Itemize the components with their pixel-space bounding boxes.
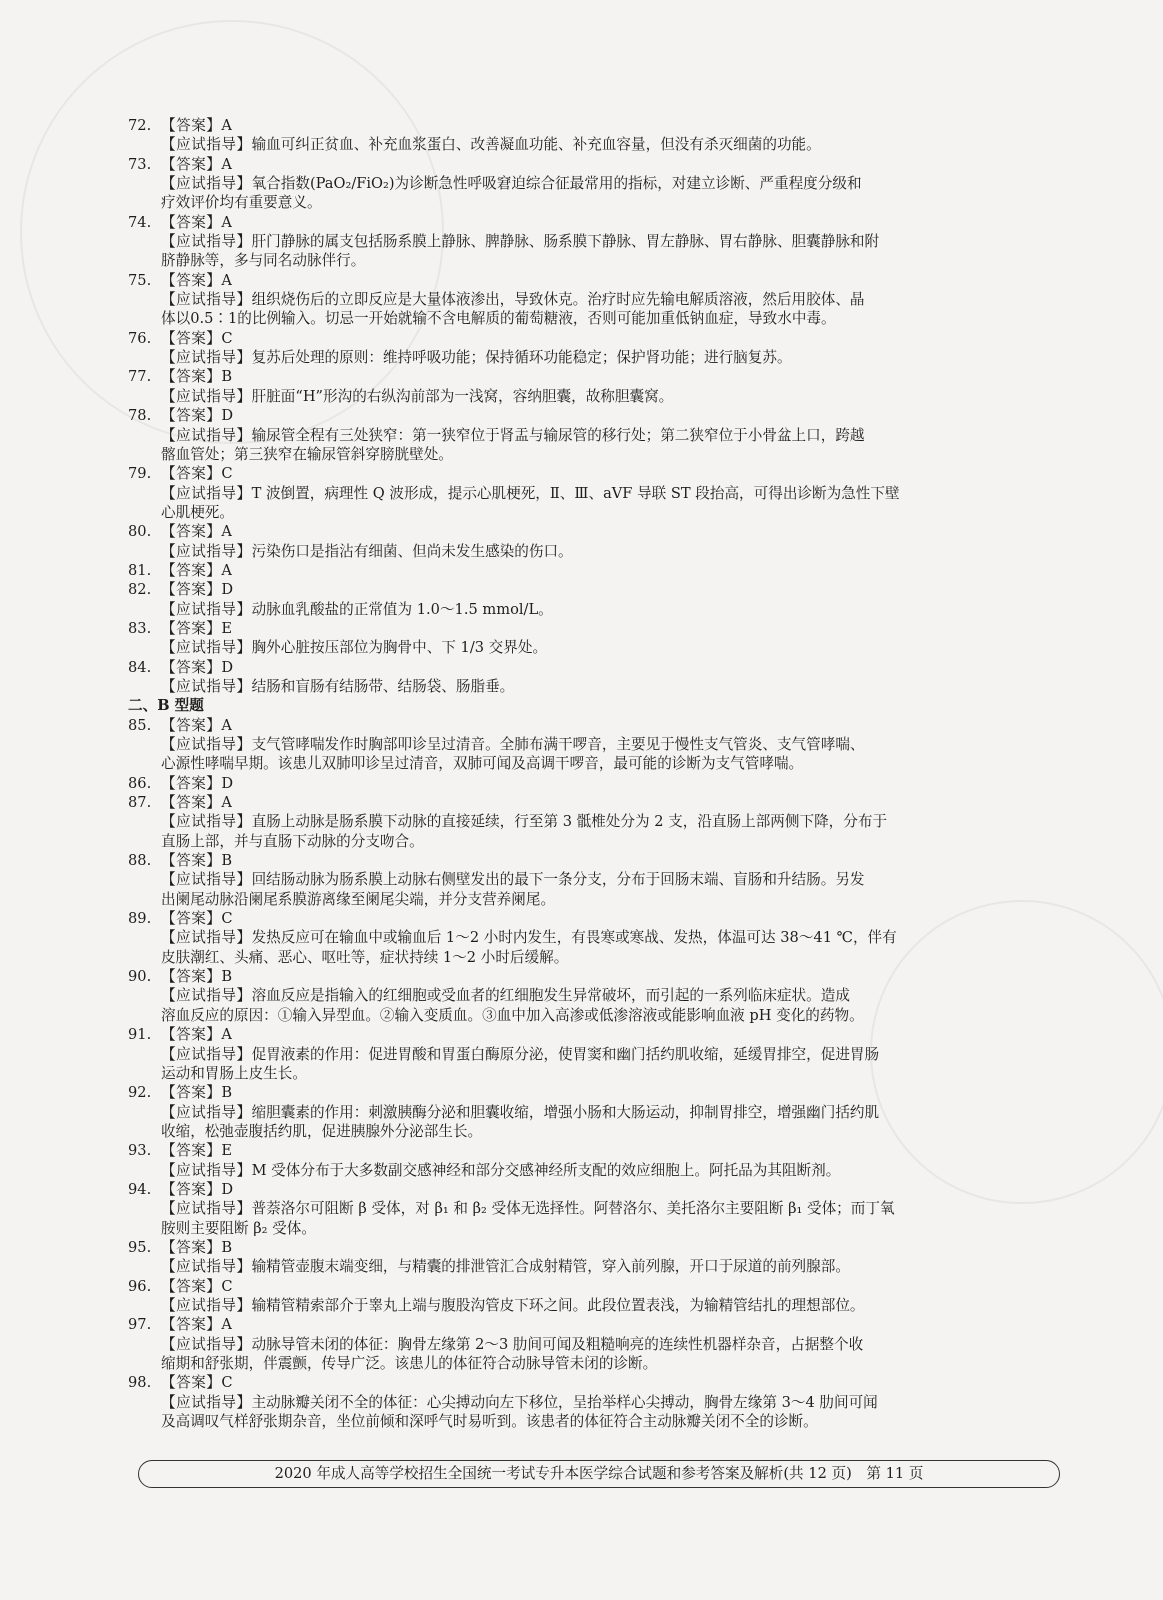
guide-line <box>161 600 1063 619</box>
guide-label: 【应试指导】 <box>161 987 252 1005</box>
answer-value: C <box>221 1374 233 1392</box>
question-number: 75. <box>128 271 152 289</box>
guide-text <box>128 232 1063 271</box>
guide-text <box>128 735 1063 774</box>
guide-label: 【应试指导】 <box>161 1045 252 1063</box>
answer-value: A <box>221 716 232 734</box>
answer-item <box>128 367 1063 406</box>
answer-value: E <box>221 619 233 637</box>
answer-value: A <box>221 155 232 173</box>
answer-item <box>128 774 1063 793</box>
answer-value: B <box>221 368 233 386</box>
answer-row <box>128 619 1063 638</box>
answer-value: A <box>221 794 232 812</box>
guide-line <box>161 832 1063 851</box>
guide-line-text: 心肌梗死。 <box>161 503 234 521</box>
guide-line <box>161 1219 1063 1238</box>
guide-line-text: 复苏后处理的原则：维持呼吸功能；保持循环功能稳定；保护肾功能；进行脑复苏。 <box>251 349 792 367</box>
answer-label: 【答案】 <box>161 716 222 734</box>
guide-line-text: 髂血管处；第三狭窄在输尿管斜穿膀胱壁处。 <box>161 445 453 463</box>
guide-line <box>161 387 1063 406</box>
guide-line-text: 发热反应可在输血中或输血后 1～2 小时内发生，有畏寒或寒战、发热，体温可达 38～41 ℃，伴有 <box>251 929 897 947</box>
answer-item <box>128 1373 1063 1431</box>
guide-label: 【应试指导】 <box>161 387 252 405</box>
guide-label: 【应试指导】 <box>161 1296 252 1314</box>
answer-row <box>128 851 1063 870</box>
question-number: 92. <box>128 1084 152 1102</box>
answer-content <box>128 116 1063 1431</box>
answer-label: 【答案】 <box>161 1142 222 1160</box>
question-number: 97. <box>128 1316 152 1334</box>
answer-label: 【答案】 <box>161 1374 222 1392</box>
answer-value: B <box>221 852 233 870</box>
guide-text <box>128 1393 1063 1432</box>
answer-row <box>128 464 1063 483</box>
guide-line <box>161 251 1063 270</box>
guide-line-text: 皮肤潮红、头痛、恶心、呕吐等，症状持续 1～2 小时后缓解。 <box>161 948 569 966</box>
answer-item <box>128 561 1063 580</box>
answer-value: A <box>221 523 232 541</box>
answer-row <box>128 1083 1063 1102</box>
guide-text <box>128 1257 1063 1276</box>
question-number: 88. <box>128 852 152 870</box>
answer-item <box>128 1238 1063 1277</box>
guide-label: 【应试指导】 <box>161 349 252 367</box>
answer-row <box>128 580 1063 599</box>
answer-item <box>128 1141 1063 1180</box>
guide-text <box>128 484 1063 523</box>
guide-label: 【应试指导】 <box>161 1258 252 1276</box>
answer-value: B <box>221 1238 233 1256</box>
answer-item <box>128 1277 1063 1316</box>
answer-label: 【答案】 <box>161 794 222 812</box>
answer-value: C <box>221 910 233 928</box>
answer-value: C <box>221 329 233 347</box>
answer-label: 【答案】 <box>161 852 222 870</box>
guide-text <box>128 638 1063 657</box>
question-number: 90. <box>128 968 152 986</box>
guide-line <box>161 309 1063 328</box>
guide-line-text: 回结肠动脉为肠系膜上动脉右侧壁发出的最下一条分支，分布于回肠末端、盲肠和升结肠。另发 <box>251 871 865 889</box>
guide-text <box>128 174 1063 213</box>
guide-label: 【应试指导】 <box>161 136 252 154</box>
guide-line <box>161 638 1063 657</box>
guide-line <box>161 890 1063 909</box>
question-number: 79. <box>128 465 152 483</box>
guide-line-text: 污染伤口是指沾有细菌、但尚未发生感染的伤口。 <box>251 542 573 560</box>
answer-label: 【答案】 <box>161 117 222 134</box>
guide-line <box>161 1335 1063 1354</box>
guide-text <box>128 677 1063 696</box>
answer-value: A <box>221 1026 232 1044</box>
guide-label: 【应试指导】 <box>161 175 252 193</box>
answer-value: A <box>221 117 232 134</box>
answer-row <box>128 1277 1063 1296</box>
guide-line <box>161 542 1063 561</box>
guide-line <box>161 290 1063 309</box>
guide-label: 【应试指导】 <box>161 233 252 251</box>
guide-line-text: 缩胆囊素的作用：刺激胰酶分泌和胆囊收缩，增强小肠和大肠运动，抑制胃排空，增强幽门括约肌 <box>251 1103 880 1121</box>
guide-line-text: 动脉血乳酸盐的正常值为 1.0～1.5 mmol/L。 <box>251 600 553 618</box>
answer-label: 【答案】 <box>161 407 222 425</box>
question-number: 83. <box>128 619 152 637</box>
guide-line-text: 输精管壶腹末端变细，与精囊的排泄管汇合成射精管，穿入前列腺，开口于尿道的前列腺部。 <box>251 1258 850 1276</box>
answer-list-a <box>128 116 1063 696</box>
answer-item <box>128 271 1063 329</box>
answer-item <box>128 116 1063 155</box>
guide-line-text: 肝脏面“H”形沟的右纵沟前部为一浅窝，容纳胆囊，故称胆囊窝。 <box>251 387 674 405</box>
guide-line <box>161 1045 1063 1064</box>
guide-line-text: 结肠和盲肠有结肠带、结肠袋、肠脂垂。 <box>251 677 515 695</box>
guide-line <box>161 445 1063 464</box>
question-number: 93. <box>128 1142 152 1160</box>
answer-row <box>128 406 1063 425</box>
guide-line-text: 缩期和舒张期，伴震颤，传导广泛。该患儿的体征符合动脉导管未闭的诊断。 <box>161 1355 658 1372</box>
answer-value: C <box>221 1277 233 1295</box>
answer-row <box>128 522 1063 541</box>
guide-line-text: 收缩，松弛壶腹括约肌，促进胰腺外分泌部生长。 <box>161 1122 483 1140</box>
page-footer: 2020 年成人高等学校招生全国统一考试专升本医学综合试题和参考答案及解析(共 12 页) 第 11 页 <box>138 1460 1060 1488</box>
guide-line-text: 心源性哮喘早期。该患儿双肺叩诊呈过清音，双肺可闻及高调干啰音，最可能的诊断为支气管哮喘。 <box>161 755 804 773</box>
answer-label: 【答案】 <box>161 1084 222 1102</box>
answer-item <box>128 1025 1063 1083</box>
answer-item <box>128 716 1063 774</box>
guide-line-text: 输血可纠正贫血、补充血浆蛋白、改善凝血功能、补充血容量，但没有杀灭细菌的功能。 <box>251 136 821 154</box>
answer-row <box>128 271 1063 290</box>
question-number: 77. <box>128 368 152 386</box>
answer-label: 【答案】 <box>161 329 222 347</box>
guide-line-text: 主动脉瓣关闭不全的体征：心尖搏动向左下移位，呈抬举样心尖搏动，胸骨左缘第 3～4 肋间可闻 <box>251 1393 878 1411</box>
question-number: 96. <box>128 1277 152 1295</box>
guide-line-text: 促胃液素的作用：促进胃酸和胃蛋白酶原分泌，使胃窦和幽门括约肌收缩，延缓胃排空，促进胃肠 <box>251 1045 880 1063</box>
question-number: 98. <box>128 1374 152 1392</box>
answer-item <box>128 580 1063 619</box>
guide-label: 【应试指导】 <box>161 484 252 502</box>
answer-row <box>128 1141 1063 1160</box>
guide-line-text: 胸外心脏按压部位为胸骨中、下 1/3 交界处。 <box>251 639 548 657</box>
guide-label: 【应试指导】 <box>161 639 252 657</box>
answer-label: 【答案】 <box>161 465 222 483</box>
question-number: 82. <box>128 581 152 599</box>
guide-line-text: 出阑尾动脉沿阑尾系膜游离缘至阑尾尖端，并分支营养阑尾。 <box>161 890 556 908</box>
guide-line <box>161 754 1063 773</box>
guide-line-text: 及高调叹气样舒张期杂音，坐位前倾和深呼气时易听到。该患者的体征符合主动脉瓣关闭不全的诊断。 <box>161 1413 818 1431</box>
answer-row <box>128 367 1063 386</box>
guide-line <box>161 928 1063 947</box>
section-heading: 二、B 型题 <box>128 697 204 715</box>
question-number: 78. <box>128 407 152 425</box>
answer-label: 【答案】 <box>161 619 222 637</box>
guide-label: 【应试指导】 <box>161 542 252 560</box>
answer-label: 【答案】 <box>161 658 222 676</box>
guide-line-text: 溶血反应的原因：①输入异型血。②输入变质血。③血中加入高渗或低渗溶液或能影响血液 pH 变化的药物。 <box>161 1006 864 1024</box>
answer-label: 【答案】 <box>161 561 222 579</box>
answer-value: B <box>221 968 233 986</box>
guide-line-text: 疗效评价均有重要意义。 <box>161 194 322 212</box>
answer-value: C <box>221 465 233 483</box>
guide-label: 【应试指导】 <box>161 1393 252 1411</box>
guide-label: 【应试指导】 <box>161 929 252 947</box>
guide-line <box>161 426 1063 445</box>
question-number: 74. <box>128 213 152 231</box>
guide-line-text: 输尿管全程有三处狭窄：第一狭窄位于肾盂与输尿管的移行处；第二狭窄位于小骨盆上口，跨越 <box>251 426 865 444</box>
guide-label: 【应试指导】 <box>161 1103 252 1121</box>
guide-line <box>161 1006 1063 1025</box>
answer-row <box>128 1238 1063 1257</box>
answer-row <box>128 213 1063 232</box>
guide-text <box>128 1335 1063 1374</box>
guide-line-text: 运动和胃肠上皮生长。 <box>161 1064 307 1082</box>
guide-line-text: 支气管哮喘发作时胸部叩诊呈过清音。全肺布满干啰音，主要见于慢性支气管炎、支气管哮喘、 <box>251 736 865 753</box>
guide-text <box>128 870 1063 909</box>
answer-label: 【答案】 <box>161 523 222 541</box>
answer-row <box>128 658 1063 677</box>
question-number: 87. <box>128 794 152 812</box>
answer-label: 【答案】 <box>161 1277 222 1295</box>
question-number: 95. <box>128 1238 152 1256</box>
answer-row <box>128 116 1063 135</box>
guide-line-text: 脐静脉等，多与同名动脉伴行。 <box>161 252 366 270</box>
answer-label: 【答案】 <box>161 213 222 231</box>
answer-value: D <box>221 1180 234 1198</box>
question-number: 81. <box>128 561 152 579</box>
guide-text <box>128 348 1063 367</box>
guide-text <box>128 600 1063 619</box>
guide-line <box>161 135 1063 154</box>
answer-item <box>128 851 1063 909</box>
guide-line-text: M 受体分布于大多数副交感神经和部分交感神经所支配的效应细胞上。阿托品为其阻断剂。 <box>251 1161 841 1179</box>
answer-label: 【答案】 <box>161 155 222 173</box>
question-number: 85. <box>128 716 152 734</box>
answer-item <box>128 967 1063 1025</box>
answer-item <box>128 522 1063 561</box>
guide-line <box>161 735 1063 754</box>
guide-line-text: 氧合指数(PaO₂/FiO₂)为诊断急性呼吸窘迫综合征最常用的指标，对建立诊断、严重程度分级和 <box>251 175 862 193</box>
guide-line-text: 体以0.5∶1的比例输入。切忌一开始就输不含电解质的葡萄糖液，否则可能加重低钠血症，导致水中毒。 <box>161 310 836 328</box>
guide-text <box>128 135 1063 154</box>
guide-line <box>161 1103 1063 1122</box>
guide-text <box>128 1199 1063 1238</box>
question-number: 86. <box>128 774 152 792</box>
answer-item <box>128 213 1063 271</box>
guide-label: 【应试指导】 <box>161 1161 252 1179</box>
guide-line-text: T 波倒置，病理性 Q 波形成，提示心肌梗死，Ⅱ、Ⅲ、aVF 导联 ST 段抬高，可得出诊断为急性下壁 <box>251 484 900 502</box>
guide-text <box>128 1103 1063 1142</box>
answer-row <box>128 1025 1063 1044</box>
guide-line-text: 直肠上动脉是肠系膜下动脉的直接延续，行至第 3 骶椎处分为 2 支，沿直肠上部两侧下降，分布于 <box>251 813 888 831</box>
answer-row <box>128 716 1063 735</box>
answer-label: 【答案】 <box>161 968 222 986</box>
guide-line-text: 普萘洛尔可阻断 β 受体，对 β₁ 和 β₂ 受体无选择性。阿替洛尔、美托洛尔主要阻断 β₁ 受体；而丁氧 <box>251 1200 895 1218</box>
guide-text <box>128 1161 1063 1180</box>
guide-line <box>161 193 1063 212</box>
guide-label: 【应试指导】 <box>161 1200 252 1218</box>
question-number: 72. <box>128 117 152 134</box>
guide-line-text: 肝门静脉的属支包括肠系膜上静脉、脾静脉、肠系膜下静脉、胃左静脉、胃右静脉、胆囊静脉和附 <box>251 233 880 251</box>
answer-value: D <box>221 658 234 676</box>
guide-line-text: 直肠上部，并与直肠下动脉的分支吻合。 <box>161 832 424 850</box>
guide-text <box>128 426 1063 465</box>
answer-value: D <box>221 407 234 425</box>
answer-value: B <box>221 1084 233 1102</box>
answer-value: A <box>221 1316 232 1334</box>
guide-line <box>161 1354 1063 1373</box>
answer-item <box>128 658 1063 697</box>
guide-label: 【应试指导】 <box>161 426 252 444</box>
question-number: 94. <box>128 1180 152 1198</box>
answer-item <box>128 619 1063 658</box>
answer-item <box>128 793 1063 851</box>
answer-label: 【答案】 <box>161 271 222 289</box>
answer-item <box>128 406 1063 464</box>
guide-text <box>128 1296 1063 1315</box>
answer-row <box>128 774 1063 793</box>
answer-row <box>128 909 1063 928</box>
guide-label: 【应试指导】 <box>161 813 252 831</box>
answer-item <box>128 909 1063 967</box>
answer-list-b <box>128 716 1063 1432</box>
answer-value: D <box>221 581 234 599</box>
answer-item <box>128 464 1063 522</box>
guide-line <box>161 174 1063 193</box>
guide-line <box>161 484 1063 503</box>
answer-label: 【答案】 <box>161 1316 222 1334</box>
guide-line <box>161 1412 1063 1431</box>
guide-line <box>161 232 1063 251</box>
guide-label: 【应试指导】 <box>161 1335 252 1353</box>
guide-line <box>161 1161 1063 1180</box>
question-number: 76. <box>128 329 152 347</box>
answer-row <box>128 1315 1063 1334</box>
answer-item <box>128 155 1063 213</box>
question-number: 84. <box>128 658 152 676</box>
question-number: 80. <box>128 523 152 541</box>
answer-value: A <box>221 271 232 289</box>
guide-label: 【应试指导】 <box>161 871 252 889</box>
answer-label: 【答案】 <box>161 774 222 792</box>
guide-line <box>161 503 1063 522</box>
guide-text <box>128 290 1063 329</box>
answer-label: 【答案】 <box>161 910 222 928</box>
answer-item <box>128 1083 1063 1141</box>
guide-text <box>128 812 1063 851</box>
guide-line <box>161 870 1063 889</box>
question-number: 89. <box>128 910 152 928</box>
answer-label: 【答案】 <box>161 1026 222 1044</box>
answer-item <box>128 1180 1063 1238</box>
guide-line-text: 胺则主要阻断 β₂ 受体。 <box>161 1219 316 1237</box>
guide-text <box>128 542 1063 561</box>
answer-value: D <box>221 774 234 792</box>
answer-row <box>128 793 1063 812</box>
guide-text <box>128 1045 1063 1084</box>
question-number: 91. <box>128 1026 152 1044</box>
guide-line <box>161 1199 1063 1218</box>
guide-label: 【应试指导】 <box>161 677 252 695</box>
answer-label: 【答案】 <box>161 368 222 386</box>
guide-line <box>161 348 1063 367</box>
question-number: 73. <box>128 155 152 173</box>
guide-label: 【应试指导】 <box>161 600 252 618</box>
answer-value: A <box>221 561 232 579</box>
guide-line <box>161 948 1063 967</box>
guide-line <box>161 677 1063 696</box>
answer-item <box>128 329 1063 368</box>
guide-line <box>161 1064 1063 1083</box>
guide-text <box>128 928 1063 967</box>
answer-row <box>128 967 1063 986</box>
answer-row <box>128 1180 1063 1199</box>
guide-line-text: 动脉导管未闭的体征：胸骨左缘第 2～3 肋间可闻及粗糙响亮的连续性机器样杂音，占据整个收 <box>251 1335 864 1353</box>
guide-line <box>161 1393 1063 1412</box>
guide-line-text: 输精管精索部介于睾丸上端与腹股沟管皮下环之间。此段位置表浅，为输精管结扎的理想部位。 <box>251 1296 865 1314</box>
guide-text <box>128 986 1063 1025</box>
answer-item <box>128 1315 1063 1373</box>
guide-line <box>161 1257 1063 1276</box>
answer-label: 【答案】 <box>161 1238 222 1256</box>
guide-line <box>161 986 1063 1005</box>
guide-line <box>161 812 1063 831</box>
answer-row <box>128 1373 1063 1392</box>
guide-label: 【应试指导】 <box>161 291 252 309</box>
answer-label: 【答案】 <box>161 1180 222 1198</box>
guide-line <box>161 1122 1063 1141</box>
guide-line <box>161 1296 1063 1315</box>
guide-line-text: 溶血反应是指输入的红细胞或受血者的红细胞发生异常破坏，而引起的一系列临床症状。造成 <box>251 987 850 1005</box>
answer-row <box>128 155 1063 174</box>
answer-row <box>128 329 1063 348</box>
answer-value: E <box>221 1142 233 1160</box>
guide-label: 【应试指导】 <box>161 736 252 753</box>
answer-label: 【答案】 <box>161 581 222 599</box>
answer-value: A <box>221 213 232 231</box>
guide-text <box>128 387 1063 406</box>
guide-line-text: 组织烧伤后的立即反应是大量体液渗出，导致休克。治疗时应先输电解质溶液，然后用胶体、晶 <box>251 291 865 309</box>
answer-row <box>128 561 1063 580</box>
